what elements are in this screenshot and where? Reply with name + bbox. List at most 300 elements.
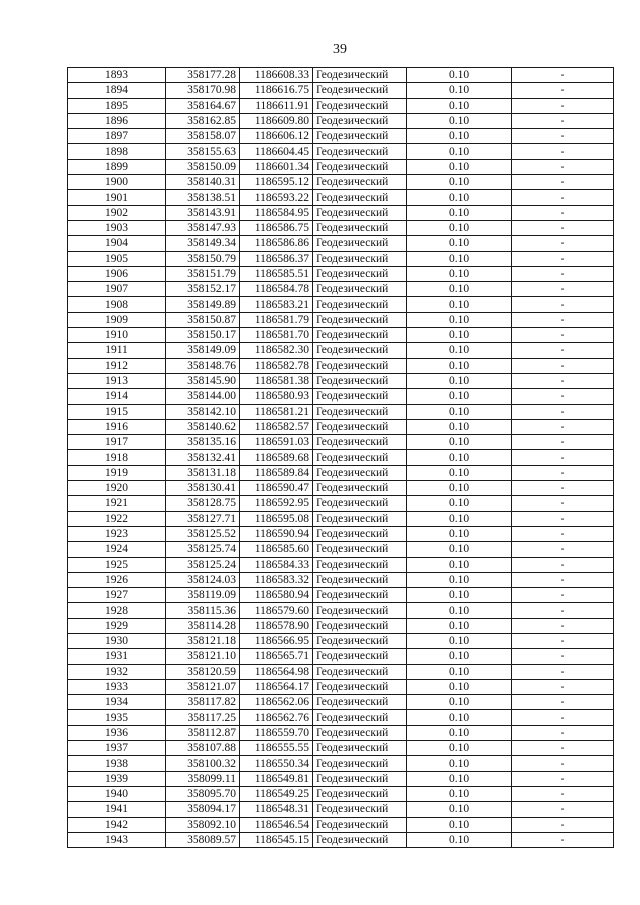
method-cell: Геодезический: [313, 603, 407, 618]
table-row: [68, 266, 614, 281]
method-cell: Геодезический: [313, 450, 407, 465]
y-coordinate-cell: 1186595.08: [240, 511, 313, 526]
table-row: [68, 771, 614, 786]
accuracy-cell: 0.10: [407, 373, 512, 388]
accuracy-cell: 0.10: [407, 68, 512, 83]
point-number-cell: 1934: [68, 695, 166, 710]
point-number-cell: 1912: [68, 358, 166, 373]
note-cell: -: [512, 435, 614, 450]
point-number-cell: 1921: [68, 496, 166, 511]
y-coordinate-cell: 1186592.95: [240, 496, 313, 511]
table-row: [68, 113, 614, 128]
point-number-cell: 1920: [68, 481, 166, 496]
method-cell: Геодезический: [313, 266, 407, 281]
note-cell: -: [512, 588, 614, 603]
y-coordinate-cell: 1186582.78: [240, 358, 313, 373]
method-cell: Геодезический: [313, 481, 407, 496]
point-number-cell: 1915: [68, 404, 166, 419]
accuracy-cell: 0.10: [407, 328, 512, 343]
point-number-cell: 1919: [68, 465, 166, 480]
y-coordinate-cell: 1186582.30: [240, 343, 313, 358]
y-coordinate-cell: 1186591.03: [240, 435, 313, 450]
table-row: [68, 190, 614, 205]
note-cell: -: [512, 419, 614, 434]
point-number-cell: 1928: [68, 603, 166, 618]
y-coordinate-cell: 1186549.25: [240, 786, 313, 801]
x-coordinate-cell: 358135.16: [166, 435, 240, 450]
accuracy-cell: 0.10: [407, 741, 512, 756]
accuracy-cell: 0.10: [407, 251, 512, 266]
method-cell: Геодезический: [313, 83, 407, 98]
note-cell: -: [512, 465, 614, 480]
point-number-cell: 1910: [68, 328, 166, 343]
method-cell: Геодезический: [313, 802, 407, 817]
y-coordinate-cell: 1186546.54: [240, 817, 313, 832]
x-coordinate-cell: 358164.67: [166, 98, 240, 113]
note-cell: -: [512, 618, 614, 633]
y-coordinate-cell: 1186586.37: [240, 251, 313, 266]
accuracy-cell: 0.10: [407, 159, 512, 174]
note-cell: -: [512, 771, 614, 786]
y-coordinate-cell: 1186550.34: [240, 756, 313, 771]
table-row: [68, 695, 614, 710]
point-number-cell: 1936: [68, 725, 166, 740]
point-number-cell: 1922: [68, 511, 166, 526]
point-number-cell: 1893: [68, 68, 166, 83]
table-row: [68, 542, 614, 557]
accuracy-cell: 0.10: [407, 404, 512, 419]
x-coordinate-cell: 358151.79: [166, 266, 240, 281]
table-row: [68, 343, 614, 358]
x-coordinate-cell: 358132.41: [166, 450, 240, 465]
note-cell: -: [512, 343, 614, 358]
note-cell: -: [512, 542, 614, 557]
point-number-cell: 1895: [68, 98, 166, 113]
table-row: [68, 297, 614, 312]
point-number-cell: 1918: [68, 450, 166, 465]
x-coordinate-cell: 358142.10: [166, 404, 240, 419]
point-number-cell: 1935: [68, 710, 166, 725]
accuracy-cell: 0.10: [407, 771, 512, 786]
point-number-cell: 1902: [68, 205, 166, 220]
x-coordinate-cell: 358150.79: [166, 251, 240, 266]
accuracy-cell: 0.10: [407, 679, 512, 694]
point-number-cell: 1930: [68, 633, 166, 648]
note-cell: -: [512, 572, 614, 587]
y-coordinate-cell: 1186593.22: [240, 190, 313, 205]
method-cell: Геодезический: [313, 817, 407, 832]
y-coordinate-cell: 1186564.98: [240, 664, 313, 679]
point-number-cell: 1931: [68, 649, 166, 664]
accuracy-cell: 0.10: [407, 511, 512, 526]
accuracy-cell: 0.10: [407, 481, 512, 496]
method-cell: Геодезический: [313, 190, 407, 205]
x-coordinate-cell: 358121.10: [166, 649, 240, 664]
point-number-cell: 1929: [68, 618, 166, 633]
accuracy-cell: 0.10: [407, 236, 512, 251]
point-number-cell: 1901: [68, 190, 166, 205]
table-row: [68, 557, 614, 572]
accuracy-cell: 0.10: [407, 557, 512, 572]
method-cell: Геодезический: [313, 435, 407, 450]
table-row: [68, 664, 614, 679]
method-cell: Геодезический: [313, 679, 407, 694]
table-row: [68, 633, 614, 648]
method-cell: Геодезический: [313, 832, 407, 847]
x-coordinate-cell: 358140.62: [166, 419, 240, 434]
point-number-cell: 1940: [68, 786, 166, 801]
y-coordinate-cell: 1186566.95: [240, 633, 313, 648]
y-coordinate-cell: 1186580.93: [240, 389, 313, 404]
note-cell: -: [512, 649, 614, 664]
y-coordinate-cell: 1186581.38: [240, 373, 313, 388]
accuracy-cell: 0.10: [407, 542, 512, 557]
table-row: [68, 526, 614, 541]
accuracy-cell: 0.10: [407, 389, 512, 404]
point-number-cell: 1907: [68, 282, 166, 297]
x-coordinate-cell: 358115.36: [166, 603, 240, 618]
y-coordinate-cell: 1186562.76: [240, 710, 313, 725]
x-coordinate-cell: 358148.76: [166, 358, 240, 373]
x-coordinate-cell: 358119.09: [166, 588, 240, 603]
y-coordinate-cell: 1186555.55: [240, 741, 313, 756]
note-cell: -: [512, 481, 614, 496]
y-coordinate-cell: 1186601.34: [240, 159, 313, 174]
table-row: [68, 832, 614, 847]
note-cell: -: [512, 236, 614, 251]
x-coordinate-cell: 358128.75: [166, 496, 240, 511]
method-cell: Геодезический: [313, 389, 407, 404]
method-cell: Геодезический: [313, 251, 407, 266]
note-cell: -: [512, 557, 614, 572]
x-coordinate-cell: 358127.71: [166, 511, 240, 526]
note-cell: -: [512, 113, 614, 128]
accuracy-cell: 0.10: [407, 588, 512, 603]
note-cell: -: [512, 98, 614, 113]
y-coordinate-cell: 1186584.95: [240, 205, 313, 220]
point-number-cell: 1942: [68, 817, 166, 832]
y-coordinate-cell: 1186589.68: [240, 450, 313, 465]
method-cell: Геодезический: [313, 373, 407, 388]
x-coordinate-cell: 358177.28: [166, 68, 240, 83]
note-cell: -: [512, 175, 614, 190]
method-cell: Геодезический: [313, 328, 407, 343]
y-coordinate-cell: 1186559.70: [240, 725, 313, 740]
accuracy-cell: 0.10: [407, 817, 512, 832]
x-coordinate-cell: 358140.31: [166, 175, 240, 190]
page-number: 39: [333, 42, 347, 57]
accuracy-cell: 0.10: [407, 786, 512, 801]
note-cell: -: [512, 756, 614, 771]
point-number-cell: 1897: [68, 129, 166, 144]
note-cell: -: [512, 496, 614, 511]
method-cell: Геодезический: [313, 465, 407, 480]
accuracy-cell: 0.10: [407, 343, 512, 358]
y-coordinate-cell: 1186579.60: [240, 603, 313, 618]
point-number-cell: 1911: [68, 343, 166, 358]
y-coordinate-cell: 1186583.21: [240, 297, 313, 312]
table-row: [68, 358, 614, 373]
x-coordinate-cell: 358114.28: [166, 618, 240, 633]
x-coordinate-cell: 358089.57: [166, 832, 240, 847]
note-cell: -: [512, 328, 614, 343]
table-row: [68, 129, 614, 144]
table-row: [68, 159, 614, 174]
note-cell: -: [512, 266, 614, 281]
point-number-cell: 1906: [68, 266, 166, 281]
note-cell: -: [512, 358, 614, 373]
note-cell: -: [512, 741, 614, 756]
x-coordinate-cell: 358162.85: [166, 113, 240, 128]
table-row: [68, 68, 614, 83]
table-row: [68, 251, 614, 266]
point-number-cell: 1917: [68, 435, 166, 450]
method-cell: Геодезический: [313, 786, 407, 801]
point-number-cell: 1938: [68, 756, 166, 771]
table-row: [68, 205, 614, 220]
method-cell: Геодезический: [313, 526, 407, 541]
x-coordinate-cell: 358117.82: [166, 695, 240, 710]
method-cell: Геодезический: [313, 511, 407, 526]
x-coordinate-cell: 358099.11: [166, 771, 240, 786]
note-cell: -: [512, 251, 614, 266]
accuracy-cell: 0.10: [407, 144, 512, 159]
method-cell: Геодезический: [313, 236, 407, 251]
x-coordinate-cell: 358149.09: [166, 343, 240, 358]
method-cell: Геодезический: [313, 664, 407, 679]
point-number-cell: 1937: [68, 741, 166, 756]
y-coordinate-cell: 1186565.71: [240, 649, 313, 664]
note-cell: -: [512, 129, 614, 144]
accuracy-cell: 0.10: [407, 756, 512, 771]
table-row: [68, 603, 614, 618]
note-cell: -: [512, 68, 614, 83]
method-cell: Геодезический: [313, 113, 407, 128]
point-number-cell: 1941: [68, 802, 166, 817]
note-cell: -: [512, 802, 614, 817]
method-cell: Геодезический: [313, 633, 407, 648]
y-coordinate-cell: 1186580.94: [240, 588, 313, 603]
accuracy-cell: 0.10: [407, 465, 512, 480]
y-coordinate-cell: 1186584.33: [240, 557, 313, 572]
y-coordinate-cell: 1186562.06: [240, 695, 313, 710]
accuracy-cell: 0.10: [407, 603, 512, 618]
note-cell: -: [512, 389, 614, 404]
point-number-cell: 1932: [68, 664, 166, 679]
accuracy-cell: 0.10: [407, 175, 512, 190]
note-cell: -: [512, 695, 614, 710]
table-row: [68, 450, 614, 465]
accuracy-cell: 0.10: [407, 358, 512, 373]
accuracy-cell: 0.10: [407, 312, 512, 327]
note-cell: -: [512, 725, 614, 740]
table-row: [68, 435, 614, 450]
x-coordinate-cell: 358125.52: [166, 526, 240, 541]
note-cell: -: [512, 832, 614, 847]
x-coordinate-cell: 358144.00: [166, 389, 240, 404]
note-cell: -: [512, 404, 614, 419]
table-row: [68, 220, 614, 235]
accuracy-cell: 0.10: [407, 725, 512, 740]
table-row: [68, 511, 614, 526]
note-cell: -: [512, 664, 614, 679]
method-cell: Геодезический: [313, 618, 407, 633]
table-row: [68, 144, 614, 159]
accuracy-cell: 0.10: [407, 572, 512, 587]
accuracy-cell: 0.10: [407, 435, 512, 450]
note-cell: -: [512, 710, 614, 725]
y-coordinate-cell: 1186581.70: [240, 328, 313, 343]
method-cell: Геодезический: [313, 98, 407, 113]
method-cell: Геодезический: [313, 404, 407, 419]
y-coordinate-cell: 1186585.60: [240, 542, 313, 557]
table-row: [68, 679, 614, 694]
method-cell: Геодезический: [313, 710, 407, 725]
y-coordinate-cell: 1186578.90: [240, 618, 313, 633]
table-row: [68, 312, 614, 327]
x-coordinate-cell: 358100.32: [166, 756, 240, 771]
note-cell: -: [512, 679, 614, 694]
y-coordinate-cell: 1186585.51: [240, 266, 313, 281]
x-coordinate-cell: 358131.18: [166, 465, 240, 480]
method-cell: Геодезический: [313, 419, 407, 434]
accuracy-cell: 0.10: [407, 526, 512, 541]
accuracy-cell: 0.10: [407, 695, 512, 710]
table-row: [68, 373, 614, 388]
y-coordinate-cell: 1186595.12: [240, 175, 313, 190]
table-row: [68, 618, 614, 633]
x-coordinate-cell: 358158.07: [166, 129, 240, 144]
table-row: [68, 649, 614, 664]
note-cell: -: [512, 205, 614, 220]
note-cell: -: [512, 817, 614, 832]
table-row: [68, 389, 614, 404]
table-row: [68, 756, 614, 771]
accuracy-cell: 0.10: [407, 802, 512, 817]
x-coordinate-cell: 358121.18: [166, 633, 240, 648]
point-number-cell: 1927: [68, 588, 166, 603]
point-number-cell: 1905: [68, 251, 166, 266]
table-row: [68, 282, 614, 297]
method-cell: Геодезический: [313, 649, 407, 664]
table-row: [68, 710, 614, 725]
note-cell: -: [512, 312, 614, 327]
method-cell: Геодезический: [313, 771, 407, 786]
x-coordinate-cell: 358152.17: [166, 282, 240, 297]
table-row: [68, 741, 614, 756]
x-coordinate-cell: 358143.91: [166, 205, 240, 220]
x-coordinate-cell: 358130.41: [166, 481, 240, 496]
y-coordinate-cell: 1186611.91: [240, 98, 313, 113]
note-cell: -: [512, 786, 614, 801]
coordinates-table: [67, 67, 614, 848]
x-coordinate-cell: 358150.17: [166, 328, 240, 343]
point-number-cell: 1898: [68, 144, 166, 159]
point-number-cell: 1899: [68, 159, 166, 174]
point-number-cell: 1914: [68, 389, 166, 404]
table-row: [68, 802, 614, 817]
x-coordinate-cell: 358107.88: [166, 741, 240, 756]
x-coordinate-cell: 358149.89: [166, 297, 240, 312]
note-cell: -: [512, 83, 614, 98]
point-number-cell: 1943: [68, 832, 166, 847]
x-coordinate-cell: 358120.59: [166, 664, 240, 679]
method-cell: Геодезический: [313, 741, 407, 756]
method-cell: Геодезический: [313, 297, 407, 312]
point-number-cell: 1913: [68, 373, 166, 388]
method-cell: Геодезический: [313, 282, 407, 297]
y-coordinate-cell: 1186608.33: [240, 68, 313, 83]
y-coordinate-cell: 1186581.21: [240, 404, 313, 419]
point-number-cell: 1894: [68, 83, 166, 98]
x-coordinate-cell: 358112.87: [166, 725, 240, 740]
x-coordinate-cell: 358155.63: [166, 144, 240, 159]
x-coordinate-cell: 358095.70: [166, 786, 240, 801]
note-cell: -: [512, 603, 614, 618]
note-cell: -: [512, 282, 614, 297]
note-cell: -: [512, 511, 614, 526]
accuracy-cell: 0.10: [407, 205, 512, 220]
table-row: [68, 236, 614, 251]
method-cell: Геодезический: [313, 588, 407, 603]
table-row: [68, 465, 614, 480]
method-cell: Геодезический: [313, 312, 407, 327]
point-number-cell: 1909: [68, 312, 166, 327]
point-number-cell: 1923: [68, 526, 166, 541]
point-number-cell: 1939: [68, 771, 166, 786]
table-row: [68, 419, 614, 434]
method-cell: Геодезический: [313, 159, 407, 174]
y-coordinate-cell: 1186609.80: [240, 113, 313, 128]
method-cell: Геодезический: [313, 557, 407, 572]
method-cell: Геодезический: [313, 205, 407, 220]
accuracy-cell: 0.10: [407, 496, 512, 511]
accuracy-cell: 0.10: [407, 297, 512, 312]
table-row: [68, 328, 614, 343]
y-coordinate-cell: 1186586.86: [240, 236, 313, 251]
x-coordinate-cell: 358092.10: [166, 817, 240, 832]
y-coordinate-cell: 1186590.47: [240, 481, 313, 496]
y-coordinate-cell: 1186583.32: [240, 572, 313, 587]
x-coordinate-cell: 358117.25: [166, 710, 240, 725]
note-cell: -: [512, 373, 614, 388]
y-coordinate-cell: 1186564.17: [240, 679, 313, 694]
x-coordinate-cell: 358150.87: [166, 312, 240, 327]
x-coordinate-cell: 358094.17: [166, 802, 240, 817]
table-row: [68, 404, 614, 419]
y-coordinate-cell: 1186590.94: [240, 526, 313, 541]
method-cell: Геодезический: [313, 756, 407, 771]
y-coordinate-cell: 1186586.75: [240, 220, 313, 235]
method-cell: Геодезический: [313, 68, 407, 83]
table-row: [68, 817, 614, 832]
table-row: [68, 83, 614, 98]
point-number-cell: 1900: [68, 175, 166, 190]
point-number-cell: 1933: [68, 679, 166, 694]
x-coordinate-cell: 358145.90: [166, 373, 240, 388]
note-cell: -: [512, 144, 614, 159]
note-cell: -: [512, 297, 614, 312]
x-coordinate-cell: 358149.34: [166, 236, 240, 251]
accuracy-cell: 0.10: [407, 450, 512, 465]
point-number-cell: 1916: [68, 419, 166, 434]
note-cell: -: [512, 220, 614, 235]
x-coordinate-cell: 358170.98: [166, 83, 240, 98]
y-coordinate-cell: 1186545.15: [240, 832, 313, 847]
accuracy-cell: 0.10: [407, 113, 512, 128]
method-cell: Геодезический: [313, 695, 407, 710]
point-number-cell: 1926: [68, 572, 166, 587]
